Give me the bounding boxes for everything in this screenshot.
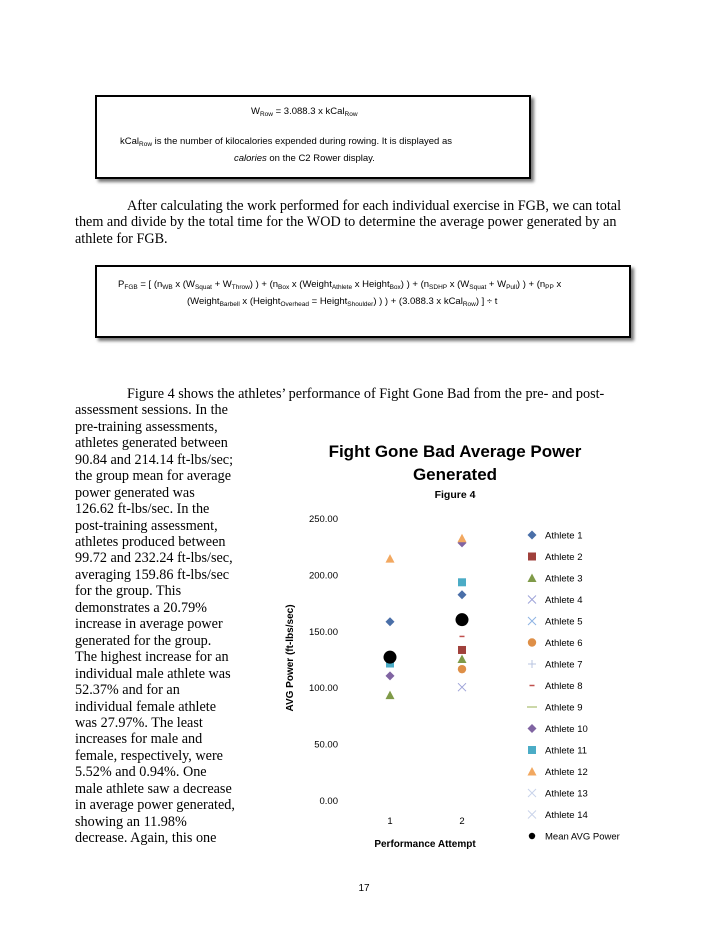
left-column-line: demonstrates a 20.79% bbox=[75, 599, 207, 616]
legend-marker bbox=[528, 746, 536, 754]
legend-label: Athlete 2 bbox=[545, 552, 583, 563]
data-point-athlete-12 bbox=[458, 534, 467, 543]
scatter-chart bbox=[280, 500, 680, 860]
legend-label: Athlete 10 bbox=[545, 724, 588, 735]
legend-label: Athlete 4 bbox=[545, 595, 583, 606]
left-column-line: in average power generated, bbox=[75, 797, 235, 814]
figure4-intro-line: Figure 4 shows the athletes’ performance of Fight Gone Bad from the pre- and post- bbox=[127, 386, 605, 402]
legend-label: Athlete 14 bbox=[545, 810, 588, 821]
legend-marker bbox=[528, 789, 536, 797]
data-point-athlete-11 bbox=[458, 578, 466, 586]
y-tick-label: 50.00 bbox=[314, 739, 338, 751]
data-point-athlete-1 bbox=[458, 590, 467, 599]
left-column-line: power generated was bbox=[75, 484, 195, 501]
legend-label: Athlete 3 bbox=[545, 573, 583, 585]
left-column-line: 90.84 and 214.14 ft-lbs/sec; bbox=[75, 451, 234, 468]
y-tick-label: 150.00 bbox=[308, 626, 338, 638]
left-column-line: 52.37% and for an bbox=[75, 682, 180, 699]
legend-marker bbox=[528, 596, 536, 604]
left-column-line: decrease. Again, this one bbox=[75, 830, 217, 847]
fgb-power-formula-box bbox=[95, 265, 631, 338]
data-point-athlete-3 bbox=[386, 691, 395, 700]
left-column-line: 126.62 ft-lbs/sec. In the bbox=[75, 501, 210, 518]
left-column-line: was 27.97%. The least bbox=[75, 715, 203, 731]
left-column-line: 99.72 and 232.24 ft-lbs/sec, bbox=[75, 550, 233, 567]
legend-marker bbox=[528, 617, 536, 625]
data-point-mean-avg-power bbox=[456, 613, 469, 626]
fgb-paragraph: After calculating the work performed for each individual exercise in FGB, we can total them and divide by the total time for the WOD to determine the average power generated by an athlete for FGB. bbox=[75, 198, 622, 247]
left-column-line: pre-training assessments, bbox=[75, 418, 218, 435]
legend-label: Athlete 7 bbox=[545, 659, 583, 671]
left-column-line: for the group. This bbox=[75, 583, 182, 600]
fgb-formula-line1: $P_{FGB}$ = [ ($n_{WB}$ x $(W_{Squat} + W_{Throw})$ ) + ($n_{Box}$ x (Weight$_{Athlete}$ x Height$_{Box}$) ) + ($n_{SDHP}$ x $(W_{Squat} + W_{Pull})$ ) + ($n_{PP}$ x bbox=[118, 279, 562, 291]
legend-marker bbox=[528, 638, 536, 646]
row-work-formula: $W_{Row} = 3.088.3$ x kCal$_{Row}$ bbox=[251, 106, 358, 118]
left-column-line: individual female athlete bbox=[75, 698, 217, 715]
data-point-athlete-3 bbox=[458, 655, 467, 664]
legend-label: Mean AVG Power bbox=[545, 831, 620, 843]
left-column-line: assessment sessions. In the bbox=[75, 402, 228, 419]
left-column-line: post-training assessment, bbox=[75, 517, 218, 534]
legend-label: Athlete 1 bbox=[545, 530, 583, 542]
left-column-line: The highest increase for an bbox=[75, 649, 229, 666]
y-tick-label: 250.00 bbox=[308, 514, 338, 525]
left-column-line: generated for the group. bbox=[75, 632, 212, 649]
left-column-line: the group mean for average bbox=[75, 468, 231, 485]
data-point-athlete-12 bbox=[386, 554, 395, 563]
rowing-formula-box bbox=[95, 95, 531, 179]
x-axis-label: Performance Attempt bbox=[374, 839, 476, 850]
kcal-note-line1: kCal$_{Row}$ is the number of kilocalories expended during rowing. It is displayed as bbox=[120, 136, 452, 148]
data-point-athlete-1 bbox=[386, 617, 395, 626]
left-column-line: showing an 11.98% bbox=[75, 813, 187, 830]
x-tick-label: 2 bbox=[459, 816, 465, 827]
legend-label: Athlete 6 bbox=[545, 638, 583, 649]
kcal-note-line2: calories on the C2 Rower display. bbox=[234, 153, 375, 164]
legend-marker bbox=[528, 767, 537, 776]
legend-label: Athlete 9 bbox=[545, 702, 583, 714]
fgb-formula-line2: (Weight$_{Barbell}$ x (Height$_{Overhead}$ = Height$_{Shoulder}$) ) ) + (3.088.3 x kCal$_{Row}$) ] ÷ t bbox=[187, 296, 498, 308]
legend-marker bbox=[529, 833, 535, 839]
data-point-athlete-6 bbox=[458, 665, 466, 673]
legend-label: Athlete 8 bbox=[545, 681, 583, 692]
data-point-athlete-4 bbox=[458, 683, 466, 691]
left-column-line: athletes produced between bbox=[75, 534, 226, 551]
left-column-line: male athlete saw a decrease bbox=[75, 780, 232, 797]
legend-marker bbox=[528, 574, 537, 583]
left-column-line: individual male athlete was bbox=[75, 665, 231, 682]
left-column-line: increases for male and bbox=[75, 731, 203, 748]
data-point-athlete-2 bbox=[458, 646, 466, 654]
legend-marker bbox=[528, 660, 536, 668]
chart-title: Fight Gone Bad Average Power Generated bbox=[328, 442, 582, 484]
y-tick-label: 0.00 bbox=[319, 796, 338, 807]
legend-marker bbox=[528, 531, 537, 540]
legend-marker bbox=[528, 553, 536, 561]
x-tick-label: 1 bbox=[387, 816, 393, 827]
y-axis-label: AVG Power (ft-lbs/sec) bbox=[285, 604, 296, 712]
chart-subtitle: Figure 4 bbox=[434, 489, 476, 501]
legend-label: Athlete 11 bbox=[545, 745, 588, 757]
data-point-mean-avg-power bbox=[384, 651, 397, 664]
legend-label: Athlete 12 bbox=[545, 767, 588, 778]
left-column-line: athletes generated between bbox=[75, 435, 228, 452]
legend-label: Athlete 13 bbox=[545, 788, 588, 800]
legend-marker bbox=[528, 811, 536, 819]
left-column-line: averaging 159.86 ft-lbs/sec bbox=[75, 566, 230, 583]
data-point-athlete-10 bbox=[386, 671, 395, 680]
legend-marker bbox=[528, 724, 537, 733]
y-tick-label: 200.00 bbox=[308, 570, 338, 582]
page-number: 17 bbox=[358, 883, 370, 894]
left-column-line: increase in average power bbox=[75, 616, 223, 633]
y-tick-label: 100.00 bbox=[308, 683, 338, 695]
left-column-text bbox=[75, 402, 265, 846]
left-column-line: 5.52% and 0.94%. One bbox=[75, 764, 207, 781]
legend-label: Athlete 5 bbox=[545, 616, 583, 628]
left-column-line: female, respectively, were bbox=[75, 747, 223, 764]
